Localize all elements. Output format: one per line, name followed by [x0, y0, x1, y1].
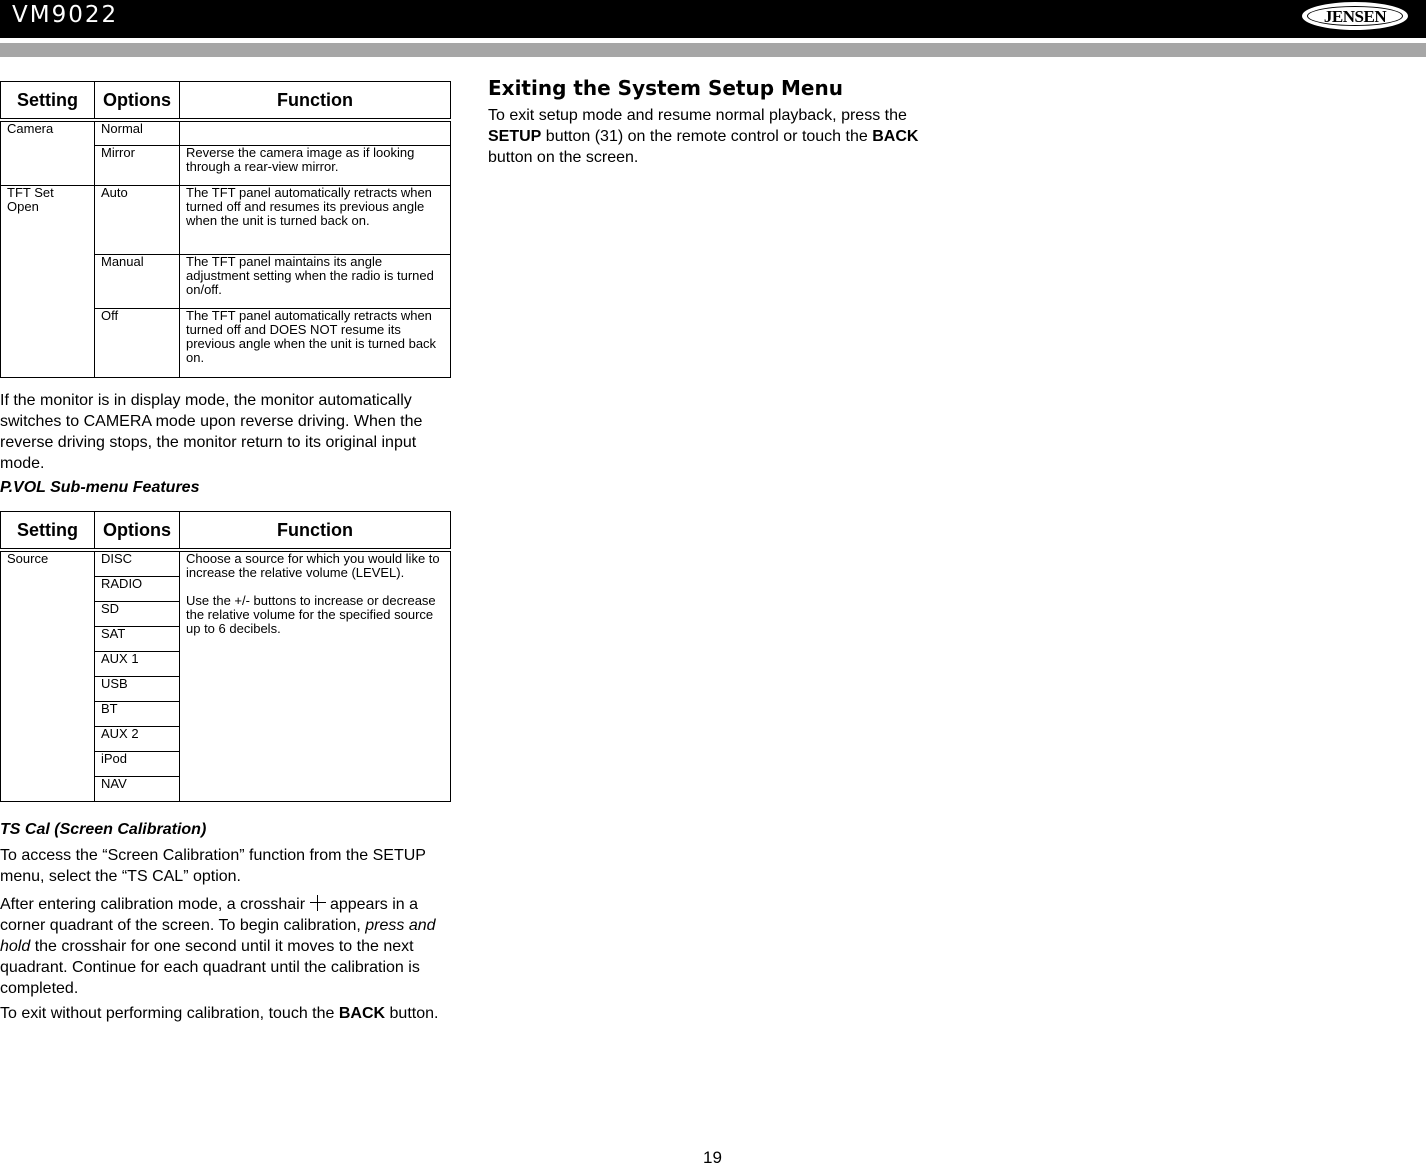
option-cell: Off [95, 309, 180, 378]
option-cell: AUX 1 [95, 652, 180, 677]
exit-text-c: button on the screen. [488, 149, 639, 166]
option-cell: BT [95, 702, 180, 727]
pvol-heading: P.VOL Sub-menu Features [0, 479, 200, 496]
function-cell [180, 552, 451, 802]
function-text-2: Use the +/- buttons to increase or decrease the relative volume for the specified source up to 6 decibels. [186, 593, 436, 636]
tscal-p2-c: the crosshair for one second until it moves to the next quadrant. Continue for each quadrant until the calibration is completed. [0, 938, 420, 997]
function-cell [180, 122, 451, 146]
function-cell: The TFT panel automatically retracts when turned off and DOES NOT resume its previous angle when the unit is turned back on. [180, 309, 451, 378]
exit-section-text [488, 105, 943, 168]
table-row [1, 552, 451, 577]
tscal-p3-a: To exit without performing calibration, touch the [0, 1005, 335, 1022]
column-header-options: Options [95, 82, 180, 119]
table-row [1, 122, 451, 146]
column-header-setting: Setting [1, 512, 95, 549]
tscal-p3-bold: BACK [338, 1005, 386, 1022]
setting-cell: Source [1, 552, 95, 802]
column-header-setting: Setting [1, 82, 95, 119]
option-cell: NAV [95, 777, 180, 802]
option-cell: Auto [95, 186, 180, 255]
pvol-table [0, 511, 451, 802]
function-cell: The TFT panel maintains its angle adjustment setting when the radio is turned on/off. [180, 255, 451, 309]
tscal-p3-b: button. [389, 1005, 439, 1022]
tscal-heading: TS Cal (Screen Calibration) [0, 821, 207, 838]
setting-cell: Camera [1, 122, 95, 186]
tscal-paragraph-3 [0, 1003, 450, 1024]
tscal-p2-a: After entering calibration mode, a crosshair [0, 896, 306, 913]
function-cell: Reverse the camera image as if looking through a rear-view mirror. [180, 146, 451, 186]
exit-section-heading: Exiting the System Setup Menu [488, 76, 843, 100]
exit-bold-setup: SETUP [488, 128, 542, 145]
option-cell: RADIO [95, 577, 180, 602]
brand-logo-text: JENSEN [1307, 6, 1403, 26]
tscal-p2-italic: press and hold [0, 917, 436, 955]
header-divider [0, 43, 1426, 57]
settings-table-camera-tft [0, 81, 451, 378]
option-cell: Normal [95, 122, 180, 146]
tscal-paragraph-1: To access the “Screen Calibration” function from the SETUP menu, select the “TS CAL” option. [0, 847, 426, 885]
tscal-paragraph-2 [0, 894, 452, 999]
brand-logo [1302, 2, 1408, 30]
monitor-paragraph: If the monitor is in display mode, the monitor automatically switches to CAMERA mode upon reverse driving. When the reverse driving stops, the monitor return to its original input mode. [0, 392, 423, 472]
option-cell: USB [95, 677, 180, 702]
exit-text-a: To exit setup mode and resume normal playback, press the [488, 107, 907, 124]
option-cell: iPod [95, 752, 180, 777]
header-bar [0, 0, 1426, 38]
function-cell: The TFT panel automatically retracts when turned off and resumes its previous angle when the unit is turned back on. [180, 186, 451, 255]
crosshair-icon [310, 895, 326, 911]
option-cell: Manual [95, 255, 180, 309]
exit-text-b: button (31) on the remote control or touch the [545, 128, 868, 145]
page-number: 19 [703, 1148, 722, 1167]
option-cell: DISC [95, 552, 180, 577]
column-header-function: Function [180, 512, 451, 549]
option-cell: SAT [95, 627, 180, 652]
option-cell: SD [95, 602, 180, 627]
setting-cell: TFT Set Open [1, 186, 95, 378]
model-title: VM9022 [12, 2, 119, 28]
column-header-function: Function [180, 82, 451, 119]
tscal-p2-b: appears in a corner quadrant of the screen. To begin calibration, [0, 896, 419, 934]
function-text-1: Choose a source for which you would like to increase the relative volume (LEVEL). [186, 551, 440, 580]
option-cell: AUX 2 [95, 727, 180, 752]
table-row [1, 186, 451, 255]
option-cell: Mirror [95, 146, 180, 186]
column-header-options: Options [95, 512, 180, 549]
exit-bold-back: BACK [872, 128, 919, 145]
